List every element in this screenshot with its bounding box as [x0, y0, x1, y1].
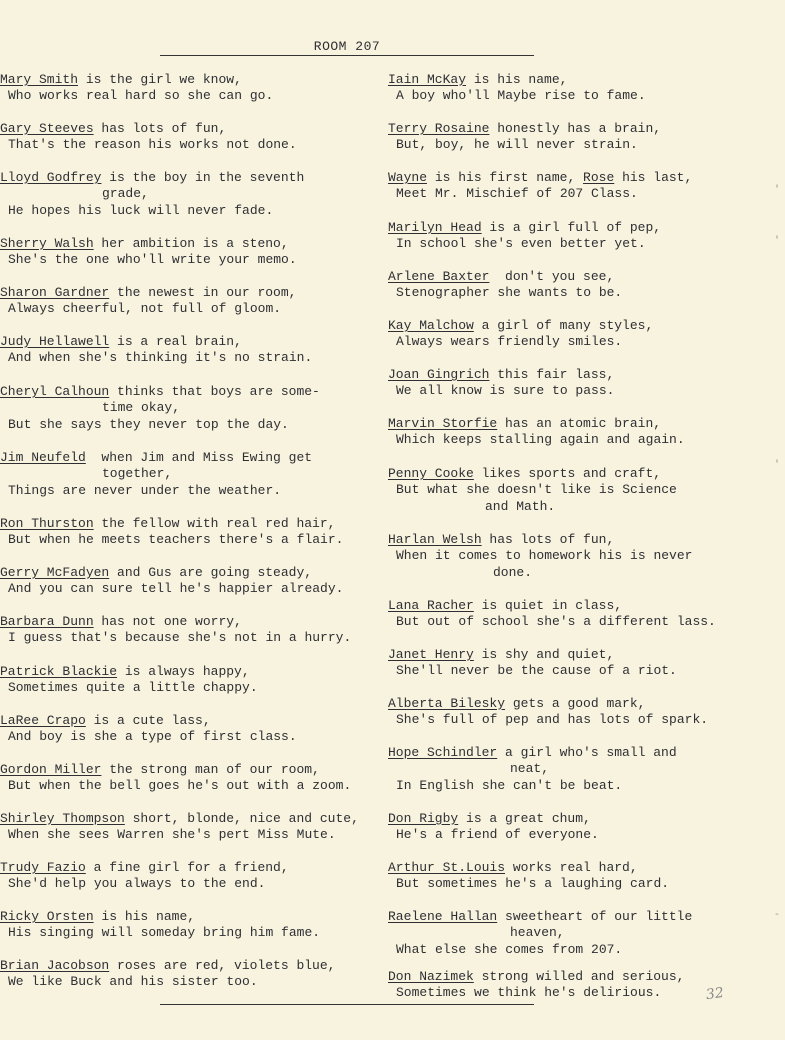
verse-continuation: done.: [493, 564, 533, 580]
student-name: Sherry Walsh: [0, 236, 94, 251]
verse-first-line: [388, 318, 783, 334]
student-name: Janet Henry: [388, 647, 474, 662]
verse-text: the strong man of our room,: [101, 762, 320, 777]
verse-first-line: [388, 745, 783, 761]
student-name: Joan Gingrich: [388, 367, 490, 382]
verse-second-line: And when she's thinking it's no strain.: [8, 350, 313, 366]
verse-entry: [388, 811, 783, 844]
verse-text: don't you see,: [489, 269, 615, 284]
verse-text: is the boy in the seventh: [101, 170, 305, 185]
verse-entry: [0, 121, 385, 154]
student-name: Judy Hellawell: [0, 334, 110, 349]
verse-entry: [0, 236, 385, 269]
student-name: Iain McKay: [388, 72, 467, 87]
verse-second-line: What else she comes from 207.: [396, 941, 623, 957]
verse-entry: [388, 367, 783, 400]
verse-entry: [388, 466, 783, 515]
student-name: Marilyn Head: [388, 220, 482, 235]
student-name: Ricky Orsten: [0, 909, 94, 924]
student-name: Shirley Thompson: [0, 811, 125, 826]
verse-entry: [0, 958, 385, 991]
verse-first-line: [388, 170, 783, 186]
verse-text: a girl of many styles,: [473, 318, 654, 333]
verse-entry: [0, 909, 385, 942]
verse-second-line: He's a friend of everyone.: [396, 827, 599, 843]
verse-first-line: [0, 285, 385, 301]
verse-second-line: We all know is sure to pass.: [396, 383, 615, 399]
student-name: Terry Rosaine: [388, 121, 490, 136]
verse-entry: [388, 220, 783, 253]
verse-first-line: [0, 450, 385, 466]
verse-second-line: Sometimes quite a little chappy.: [8, 680, 258, 696]
verse-first-line: [0, 334, 385, 350]
verse-entry: [0, 811, 385, 844]
verse-first-line: [0, 762, 385, 778]
verse-second-line: Who works real hard so she can go.: [8, 88, 274, 104]
verse-second-line: But when the bell goes he's out with a zoom.: [8, 778, 352, 794]
verse-second-line: Sometimes we think he's delirious.: [396, 985, 662, 1001]
verse-continuation: together,: [102, 466, 173, 482]
student-name: Jim Neufeld: [0, 450, 86, 465]
verse-text: is always happy,: [117, 664, 250, 679]
student-name: Mary Smith: [0, 72, 79, 87]
verse-text: is his name,: [466, 72, 568, 87]
verse-text: strong willed and serious,: [473, 969, 685, 984]
verse-second-line: In school she's even better yet.: [396, 236, 646, 252]
verse-text: has lots of fun,: [481, 532, 615, 547]
student-name: Gerry McFadyen: [0, 565, 110, 580]
verse-second-line: And you can sure tell he's happier already.: [8, 581, 344, 597]
verse-text: has lots of fun,: [93, 121, 227, 136]
student-name: Cheryl Calhoun: [0, 384, 110, 399]
verse-second-line: We like Buck and his sister too.: [8, 974, 258, 990]
student-name: Ron Thurston: [0, 516, 94, 531]
student-name: Marvin Storfie: [388, 416, 498, 431]
verse-text: is shy and quiet,: [473, 647, 615, 662]
verse-text: when Jim and Miss Ewing get: [85, 450, 313, 465]
verse-text: the newest in our room,: [109, 285, 297, 300]
student-name: Hope Schindler: [388, 745, 498, 760]
verse-text: a girl who's small and: [497, 745, 677, 760]
verse-first-line: [388, 696, 783, 712]
footer-rule: [160, 1004, 534, 1005]
verse-second-line: But, boy, he will never strain.: [396, 137, 638, 153]
title-rule: [160, 55, 534, 56]
verse-entry: [0, 565, 385, 598]
verse-continuation: and Math.: [485, 498, 556, 514]
verse-second-line: But out of school she's a different lass.: [396, 614, 716, 630]
verse-first-line: [0, 565, 385, 581]
verse-second-line: His singing will someday bring him fame.: [8, 925, 321, 941]
verse-first-line: [388, 969, 783, 985]
verse-entry: [0, 860, 385, 893]
verse-entry: [0, 384, 385, 433]
student-name: Lloyd Godfrey: [0, 170, 102, 185]
verse-text: his last,: [614, 170, 693, 185]
verse-entry: [388, 416, 783, 449]
verse-first-line: [0, 958, 385, 974]
verse-first-line: [0, 516, 385, 532]
verse-entry: [388, 647, 783, 680]
verse-entry: [0, 334, 385, 367]
student-name: Gary Steeves: [0, 121, 94, 136]
verse-first-line: [0, 614, 385, 630]
verse-text: is quiet in class,: [473, 598, 623, 613]
verse-first-line: [0, 713, 385, 729]
verse-second-line: But when he meets teachers there's a flair.: [8, 532, 344, 548]
verse-first-line: [388, 367, 783, 383]
verse-text: is a girl full of pep,: [481, 220, 662, 235]
verse-text: short, blonde, nice and cute,: [124, 811, 359, 826]
student-name: Patrick Blackie: [0, 664, 118, 679]
verse-first-line: [0, 811, 385, 827]
verse-first-line: [388, 466, 783, 482]
verse-text: is a real brain,: [109, 334, 242, 349]
verse-entry: [0, 170, 385, 219]
verse-first-line: [0, 72, 385, 88]
verse-text: sweetheart of our little: [497, 909, 693, 924]
student-name: Gordon Miller: [0, 762, 102, 777]
verse-entry: [0, 450, 385, 499]
verse-entry: [388, 745, 783, 794]
verse-entry: [0, 664, 385, 697]
verse-continuation: time okay,: [102, 400, 181, 416]
student-name: Kay Malchow: [388, 318, 474, 333]
student-name: Sharon Gardner: [0, 285, 110, 300]
verse-entry: [388, 170, 783, 203]
verse-first-line: [0, 384, 385, 400]
verse-second-line: That's the reason his works not done.: [8, 137, 297, 153]
verse-text: is a great chum,: [458, 811, 591, 826]
margin-mark: ': [774, 185, 781, 196]
student-name: LaRee Crapo: [0, 713, 86, 728]
verse-text: the fellow with real red hair,: [93, 516, 336, 531]
verse-entry: [388, 598, 783, 631]
student-name: Harlan Welsh: [388, 532, 482, 547]
verse-first-line: [0, 236, 385, 252]
verse-entry: [388, 696, 783, 729]
verse-entry: [388, 269, 783, 302]
student-name: Don Nazimek: [388, 969, 474, 984]
verse-second-line: Meet Mr. Mischief of 207 Class.: [396, 186, 638, 202]
verse-first-line: [388, 860, 783, 876]
verse-text: works real hard,: [505, 860, 638, 875]
verse-continuation: heaven,: [510, 925, 565, 941]
student-name: Trudy Fazio: [0, 860, 86, 875]
verse-text: is a cute lass,: [85, 713, 211, 728]
student-name: Wayne: [388, 170, 428, 185]
verse-entry: [0, 72, 385, 105]
verse-first-line: [388, 269, 783, 285]
verse-entry: [0, 516, 385, 549]
student-name: Don Rigby: [388, 811, 459, 826]
student-name: Raelene Hallan: [388, 909, 498, 924]
verse-text: has not one worry,: [93, 614, 242, 629]
page-number: 32: [704, 984, 725, 1004]
verse-first-line: [388, 909, 783, 925]
verse-text: her ambition is a steno,: [93, 236, 289, 251]
verse-first-line: [388, 532, 783, 548]
verse-entry: [388, 318, 783, 351]
verse-entry: [388, 532, 783, 581]
verse-text: honestly has a brain,: [489, 121, 662, 136]
verse-text: and Gus are going steady,: [109, 565, 313, 580]
verse-second-line: She's the one who'll write your memo.: [8, 252, 297, 268]
verse-second-line: When it comes to homework his is never: [396, 548, 693, 564]
verse-second-line: He hopes his luck will never fade.: [8, 202, 274, 218]
verse-text: likes sports and craft,: [473, 466, 662, 481]
verse-entry: [0, 614, 385, 647]
verse-second-line: When she sees Warren she's pert Miss Mute.: [8, 827, 336, 843]
verse-text: gets a good mark,: [505, 696, 646, 711]
verse-text: a fine girl for a friend,: [85, 860, 289, 875]
verse-entry: [388, 121, 783, 154]
verse-text: has an atomic brain,: [497, 416, 662, 431]
verse-second-line: Always cheerful, not full of gloom.: [8, 301, 282, 317]
student-name: Lana Racher: [388, 598, 474, 613]
verse-entry: [388, 909, 783, 958]
verse-second-line: Stenographer she wants to be.: [396, 285, 623, 301]
verse-second-line: But what she doesn't like is Science: [396, 482, 677, 498]
verse-second-line: Which keeps stalling again and again.: [396, 432, 685, 448]
verse-second-line: Always wears friendly smiles.: [396, 334, 623, 350]
verse-entry: [388, 860, 783, 893]
verse-second-line: But she says they never top the day.: [8, 416, 289, 432]
verse-first-line: [388, 598, 783, 614]
verse-entry: [0, 762, 385, 795]
verse-entry: [0, 713, 385, 746]
verse-text: thinks that boys are some-: [109, 384, 320, 399]
verse-second-line: But sometimes he's a laughing card.: [396, 876, 670, 892]
verse-first-line: [0, 664, 385, 680]
student-name: Alberta Bilesky: [388, 696, 506, 711]
verse-text: is the girl we know,: [78, 72, 242, 87]
student-name: Rose: [583, 170, 615, 185]
verse-text: is his first name,: [427, 170, 584, 185]
verse-second-line: Things are never under the weather.: [8, 482, 282, 498]
student-name: Arlene Baxter: [388, 269, 490, 284]
verse-first-line: [0, 121, 385, 137]
margin-mark: -: [774, 910, 781, 921]
verse-first-line: [388, 72, 783, 88]
verse-second-line: And boy is she a type of first class.: [8, 729, 297, 745]
verse-first-line: [388, 121, 783, 137]
page-title: ROOM 207: [313, 39, 381, 54]
verse-first-line: [388, 416, 783, 432]
verse-first-line: [0, 860, 385, 876]
verse-second-line: She'd help you always to the end.: [8, 876, 266, 892]
verse-second-line: In English she can't be beat.: [396, 777, 623, 793]
verse-text: is his name,: [93, 909, 196, 924]
verse-second-line: A boy who'll Maybe rise to fame.: [396, 88, 646, 104]
verse-second-line: I guess that's because she's not in a hurry.: [8, 630, 352, 646]
verse-first-line: [388, 647, 783, 663]
verse-text: this fair lass,: [489, 367, 615, 382]
student-name: Brian Jacobson: [0, 958, 110, 973]
verse-first-line: [388, 220, 783, 236]
verse-first-line: [0, 909, 385, 925]
verse-first-line: [0, 170, 385, 186]
verse-second-line: She's full of pep and has lots of spark.: [396, 712, 709, 728]
verse-entry: [0, 285, 385, 318]
student-name: Barbara Dunn: [0, 614, 94, 629]
margin-mark: ': [774, 460, 781, 471]
verse-continuation: neat,: [510, 761, 550, 777]
verse-second-line: She'll never be the cause of a riot.: [396, 663, 677, 679]
margin-mark: ': [774, 236, 781, 247]
verse-continuation: grade,: [102, 186, 149, 202]
verse-text: roses are red, violets blue,: [109, 958, 336, 973]
verse-entry: [388, 72, 783, 105]
student-name: Penny Cooke: [388, 466, 474, 481]
student-name: Arthur St.Louis: [388, 860, 506, 875]
verse-first-line: [388, 811, 783, 827]
